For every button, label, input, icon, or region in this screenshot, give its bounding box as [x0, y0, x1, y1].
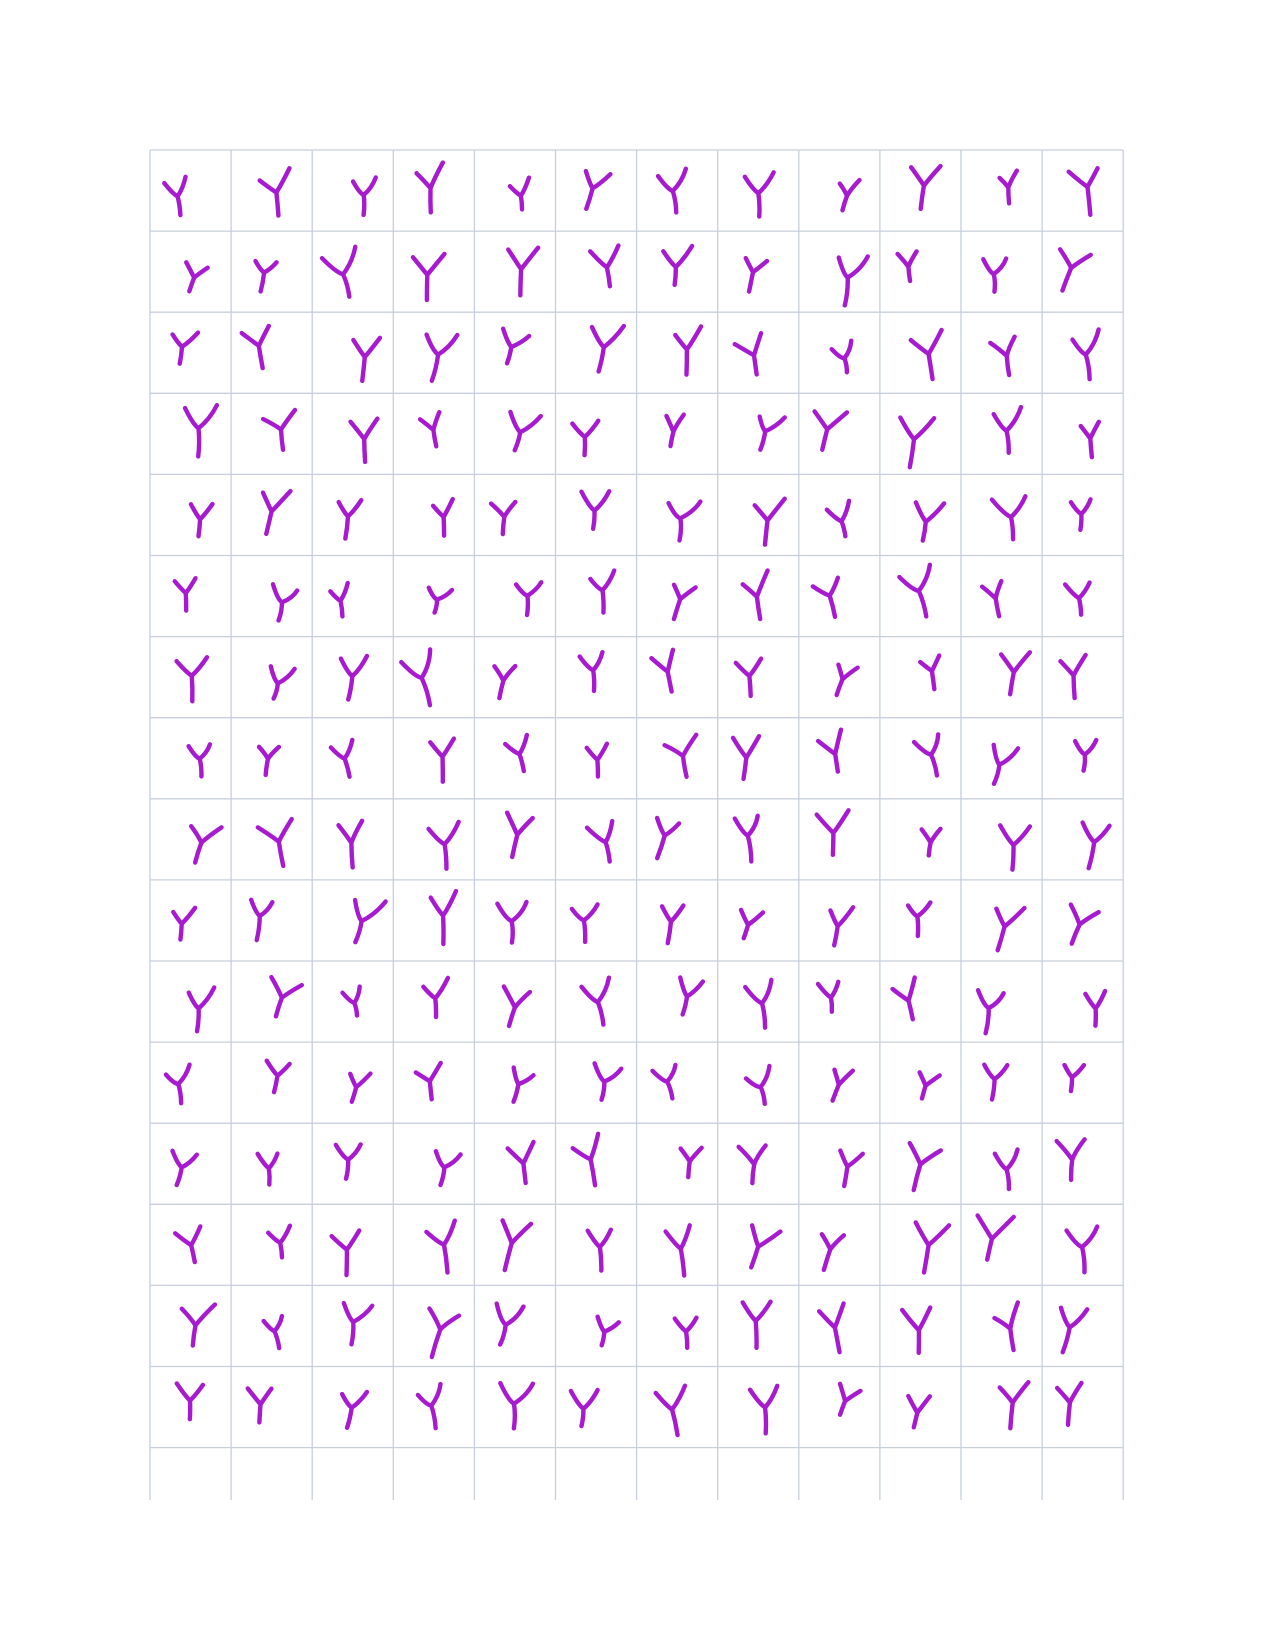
handwritten-y-glyph	[257, 487, 291, 537]
handwritten-y-glyph	[173, 907, 195, 939]
handwritten-y-glyph	[999, 1382, 1028, 1428]
handwritten-y-glyph	[1085, 991, 1106, 1026]
handwritten-y-glyph	[1074, 821, 1109, 871]
handwritten-y-glyph	[998, 650, 1030, 695]
handwritten-y-glyph	[898, 250, 923, 283]
handwritten-y-glyph	[653, 1064, 685, 1102]
handwritten-y-glyph	[504, 735, 536, 774]
handwritten-y-glyph	[982, 581, 1011, 619]
handwritten-y-glyph	[251, 259, 277, 293]
handwritten-y-glyph	[164, 177, 192, 217]
handwritten-y-glyph	[1063, 1064, 1083, 1091]
handwritten-y-glyph	[424, 585, 452, 615]
handwritten-y-glyph	[190, 503, 213, 536]
handwritten-y-glyph	[181, 1304, 214, 1345]
handwritten-y-glyph	[1050, 1303, 1087, 1356]
handwritten-y-glyph	[259, 168, 297, 217]
handwritten-y-glyph	[500, 1383, 533, 1428]
handwritten-y-glyph	[973, 990, 1004, 1035]
handwritten-y-glyph	[352, 337, 380, 382]
handwritten-y-glyph	[501, 813, 533, 859]
handwritten-y-glyph	[983, 259, 1007, 292]
handwritten-y-glyph	[664, 413, 684, 447]
handwritten-y-glyph	[263, 662, 295, 701]
handwritten-y-glyph	[741, 258, 767, 293]
handwritten-y-glyph	[750, 1386, 779, 1434]
handwritten-y-glyph	[1072, 329, 1106, 380]
handwritten-y-glyph	[735, 907, 763, 941]
handwritten-y-glyph	[420, 412, 448, 448]
handwritten-y-glyph	[329, 583, 352, 618]
handwritten-y-glyph	[491, 502, 516, 534]
handwritten-y-glyph	[571, 1134, 609, 1188]
handwritten-y-glyph	[342, 987, 366, 1018]
handwritten-y-glyph	[831, 663, 858, 699]
handwritten-y-glyph	[920, 656, 946, 691]
handwritten-y-glyph	[666, 582, 695, 622]
handwritten-y-glyph	[413, 254, 447, 301]
handwritten-y-glyph	[263, 410, 303, 452]
handwritten-y-glyph	[516, 582, 542, 615]
handwritten-y-glyph	[646, 817, 679, 861]
handwritten-y-glyph	[651, 650, 684, 695]
handwritten-y-glyph	[995, 1149, 1022, 1190]
handwritten-y-glyph	[177, 657, 210, 702]
handwritten-y-glyph	[491, 664, 516, 700]
handwritten-y-glyph	[180, 262, 208, 294]
handwritten-y-glyph	[734, 333, 770, 378]
handwritten-y-glyph	[826, 501, 858, 539]
handwritten-y-glyph	[992, 496, 1030, 541]
handwritten-y-glyph	[1065, 581, 1094, 617]
handwritten-y-glyph	[1057, 1383, 1082, 1425]
handwritten-y-glyph	[423, 978, 451, 1018]
handwritten-y-glyph	[730, 734, 759, 779]
handwritten-y-glyph	[833, 1384, 861, 1418]
handwritten-y-glyph	[430, 891, 458, 944]
handwritten-y-glyph	[165, 1065, 195, 1105]
handwritten-y-glyph	[164, 1149, 196, 1188]
handwritten-y-glyph	[175, 578, 198, 611]
handwritten-y-glyph	[509, 178, 533, 211]
handwritten-y-glyph	[736, 659, 766, 698]
handwritten-y-glyph	[813, 578, 849, 621]
handwritten-y-glyph	[663, 246, 692, 285]
handwritten-y-glyph	[400, 649, 445, 709]
handwritten-y-glyph	[335, 652, 367, 701]
handwritten-y-glyph	[745, 172, 777, 217]
handwritten-y-glyph	[814, 1231, 843, 1273]
handwritten-y-glyph	[1066, 1227, 1101, 1274]
handwritten-y-glyph	[577, 168, 611, 212]
handwritten-y-glyph	[990, 337, 1023, 378]
handwritten-y-glyph	[972, 1212, 1013, 1262]
handwritten-y-glyph	[741, 571, 778, 622]
handwritten-y-glyph	[817, 730, 851, 775]
handwritten-y-glyph	[336, 498, 361, 539]
handwritten-y-glyph	[420, 1308, 459, 1360]
handwritten-y-glyph	[909, 164, 941, 209]
handwritten-y-glyph	[177, 1382, 205, 1420]
handwritten-y-glyph	[187, 986, 215, 1032]
handwritten-y-glyph	[321, 247, 367, 301]
handwritten-y-glyph	[831, 341, 857, 374]
handwritten-y-glyph	[658, 903, 683, 944]
handwritten-y-glyph	[902, 1308, 933, 1354]
handwritten-y-glyph	[496, 987, 530, 1029]
handwritten-y-glyph	[333, 1142, 361, 1180]
grid-lines	[150, 150, 1123, 1500]
handwritten-y-glyph	[572, 421, 599, 456]
handwritten-y-glyph	[902, 1143, 941, 1193]
handwritten-y-glyph	[912, 500, 944, 542]
handwritten-y-glyph	[1070, 499, 1091, 531]
handwritten-y-glyph	[428, 822, 463, 870]
handwritten-y-glyph	[175, 1226, 209, 1265]
handwritten-y-glyph	[246, 900, 272, 942]
handwritten-y-glyph	[341, 1303, 372, 1346]
handwritten-y-glyph	[656, 1386, 697, 1438]
handwritten-y-glyph	[1069, 167, 1105, 217]
handwritten-y-glyph	[826, 1066, 853, 1104]
handwritten-y-glyph	[584, 321, 623, 375]
handwritten-y-glyph	[910, 1222, 949, 1275]
handwritten-y-glyph	[494, 1219, 531, 1273]
handwritten-y-glyph	[809, 408, 847, 453]
handwritten-y-glyph	[675, 1316, 700, 1348]
handwritten-y-glyph	[258, 1153, 279, 1185]
handwritten-y-glyph	[264, 977, 302, 1020]
handwritten-y-glyph	[1049, 246, 1090, 295]
handwritten-y-glyph	[268, 1226, 295, 1259]
handwritten-y-glyph	[353, 177, 376, 215]
handwritten-y-glyph	[1000, 825, 1030, 869]
handwritten-y-glyph	[826, 904, 853, 947]
handwritten-y-glyph	[258, 746, 279, 775]
handwritten-y-glyph	[184, 822, 221, 867]
handwritten-y-glyph	[667, 500, 701, 541]
handwritten-y-glyph	[904, 1393, 930, 1429]
handwritten-y-glyph	[415, 1063, 447, 1101]
handwritten-y-glyph	[417, 1384, 449, 1430]
handwritten-y-glyph	[589, 1063, 621, 1102]
handwritten-y-glyph	[486, 1299, 524, 1348]
handwritten-y-glyph	[819, 1303, 855, 1354]
handwritten-y-glyph	[1060, 655, 1091, 699]
handwritten-y-glyph	[908, 902, 932, 936]
handwritten-y-glyph	[665, 1225, 697, 1277]
handwritten-y-glyph	[262, 1061, 289, 1094]
handwritten-y-glyph	[501, 408, 541, 455]
handwritten-y-glyph	[664, 735, 707, 780]
handwritten-y-glyph	[999, 171, 1022, 205]
handwritten-y-glyph	[992, 1302, 1029, 1352]
handwritten-y-glyph	[984, 742, 1018, 788]
handwritten-y-glyph	[497, 902, 526, 943]
handwritten-y-glyph	[185, 405, 217, 456]
handwritten-y-glyph	[1073, 739, 1096, 772]
handwritten-y-glyph	[344, 893, 386, 947]
handwritten-y-glyph	[735, 816, 764, 863]
handwritten-y-glyph	[590, 245, 626, 289]
handwritten-y-glyph	[331, 1230, 360, 1275]
handwritten-y-glyph	[572, 904, 600, 942]
handwritten-y-glyph	[914, 734, 949, 779]
handwritten-y-glyph	[895, 415, 934, 470]
handwritten-y-glyph	[745, 980, 777, 1030]
handwritten-y-glyph	[248, 1388, 272, 1423]
handwritten-y-glyph	[336, 1387, 367, 1430]
handwritten-y-glyph	[416, 163, 448, 214]
handwritten-y-glyph	[170, 330, 198, 365]
handwritten-y-glyph	[590, 571, 617, 614]
handwritten-y-glyph	[351, 418, 383, 463]
handwritten-y-glyph	[430, 739, 457, 783]
handwritten-y-glyph	[593, 1317, 619, 1348]
handwritten-y-glyph	[189, 744, 213, 777]
handwritten-y-glyph	[658, 169, 693, 215]
handwritten-y-glyph	[915, 1072, 939, 1101]
handwritten-y-glyph	[818, 982, 841, 1013]
handwritten-y-glyph	[835, 177, 860, 213]
handwritten-y-glyph	[817, 810, 851, 855]
handwritten-y-glyph	[673, 977, 703, 1018]
handwritten-y-glyph	[742, 1224, 781, 1272]
handwritten-y-glyph	[331, 740, 362, 779]
handwritten-y-glyph	[258, 818, 303, 870]
handwritten-y-glyph	[754, 498, 785, 545]
handwritten-y-glyph	[993, 407, 1025, 454]
handwritten-y-glyph	[580, 652, 605, 691]
handwritten-y-glyph	[587, 821, 621, 865]
handwritten-y-glyph	[417, 328, 458, 384]
handwritten-y-glyph	[429, 1149, 461, 1188]
handwritten-y-glyph	[1057, 1139, 1088, 1181]
handwritten-y-glyph	[836, 1151, 862, 1188]
handwritten-y-glyph	[834, 253, 868, 307]
handwritten-y-glyph	[921, 829, 940, 856]
handwritten-y-glyph	[505, 1068, 534, 1105]
handwritten-y-glyph	[264, 1316, 290, 1350]
handwritten-y-glyph	[681, 1148, 702, 1178]
handwritten-y-glyph	[568, 1388, 598, 1427]
handwritten-y-glyph	[496, 329, 530, 367]
handwritten-y-glyph	[739, 1145, 767, 1183]
handwritten-y-glyph	[508, 248, 540, 296]
handwritten-y-glyph	[744, 1066, 777, 1107]
handwritten-y-glyph	[1081, 422, 1105, 458]
handwritten-y-glyph	[987, 902, 1024, 954]
handwritten-y-glyph	[266, 584, 297, 623]
handwritten-y-glyph	[344, 1069, 370, 1104]
handwritten-y-glyph	[910, 330, 952, 382]
handwritten-y-glyph	[891, 978, 926, 1023]
handwritten-y-glyph	[981, 1063, 1008, 1101]
handwritten-y-glyph	[580, 490, 609, 530]
handwritten-y-glyph	[675, 326, 703, 375]
handwritten-y-glyph	[433, 499, 456, 536]
handwritten-y-glyph	[507, 1142, 541, 1185]
handwritten-y-glyph	[898, 565, 943, 621]
handwritten-y-glyph	[588, 1229, 615, 1272]
handwritten-y-glyph	[586, 744, 609, 778]
handwritten-y-glyph	[1060, 904, 1098, 948]
handwritten-y-glyph	[242, 326, 279, 371]
handwritten-y-glyph	[581, 978, 620, 1028]
handwritten-y-glyph	[743, 1300, 774, 1348]
handwritten-y-glyph	[752, 412, 785, 454]
handwritten-y-glyph	[425, 1221, 462, 1275]
handwritten-y-glyph	[338, 821, 368, 869]
